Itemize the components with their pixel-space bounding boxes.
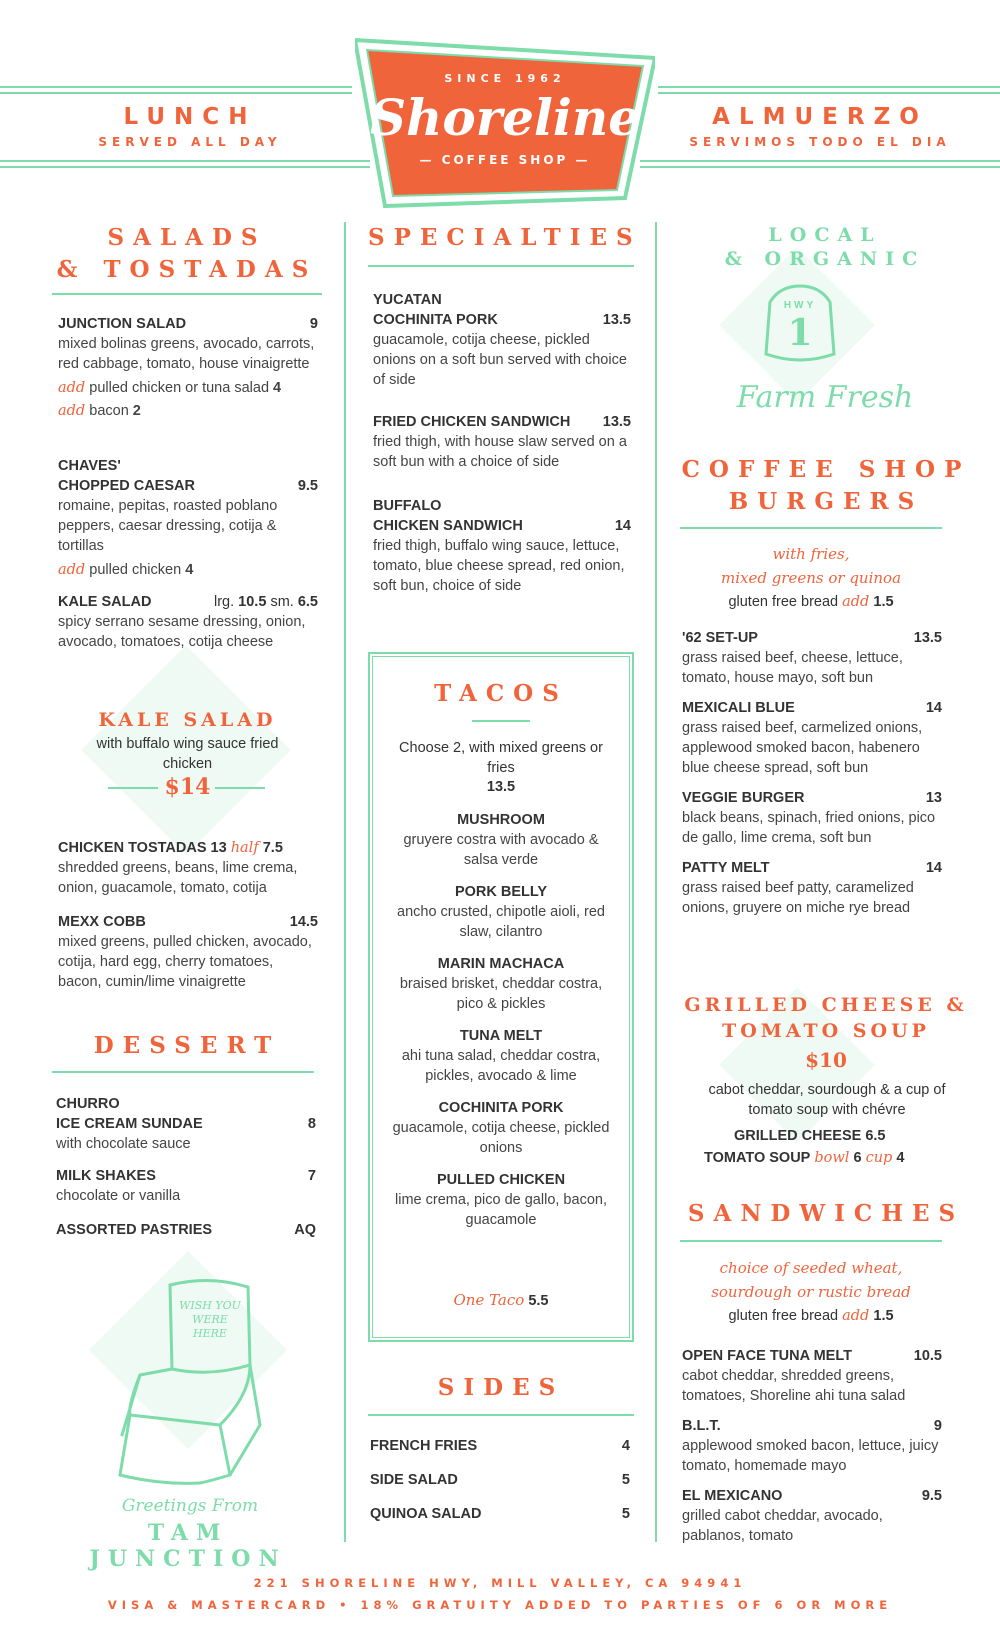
kale-sm-label: sm. [270,594,294,610]
caesar-name-2: CHOPPED CAESAR [58,478,195,494]
gc-name: GRILLED CHEESE [734,1128,862,1144]
tacos-intro: Choose 2, with mixed greens or fries [399,740,603,776]
lunch-title: LUNCH [123,104,257,130]
menu-item-price: 13 [925,790,942,806]
menu-item-desc: grass raised beef patty, caramelized onions, gruyere on miche rye bread [682,880,914,916]
local-title-1: LOCAL [768,224,882,246]
divider-right [655,222,657,1542]
add-price: 4 [185,562,194,578]
taco-item [388,1170,614,1230]
hwy-1-shield-icon [760,282,840,372]
kale-special-price: $14 [164,774,211,800]
menu-item [682,788,942,848]
taco-desc: lime crema, pico de gallo, bacon, guacamole [395,1192,607,1228]
tomato-soup-line [704,1148,944,1168]
menu-item [682,1486,942,1546]
header-rule-right-bottom [640,160,1000,162]
menu-item [682,858,942,918]
kale-lrg-label: lrg. [213,594,235,610]
taco-desc: ancho crusted, chipotle aioli, red slaw, cilantro [397,904,605,940]
grilled-title-2: TOMATO SOUP [722,1020,930,1042]
taco-item [388,882,614,942]
cup-word: cup [865,1150,893,1166]
caesar-name-1: CHAVES' [58,458,121,474]
buffalo-desc: fried thigh, buffalo wing sauce, lettuce, tomato, blue cheese spread, red onion, soft bun, choice of side [373,538,625,594]
kale-salad [58,592,318,652]
side-price: 5 [621,1472,630,1488]
header-rule-right-top [658,86,1000,88]
grilled-title-1: GRILLED CHEESE & [684,994,968,1016]
yucatan-cochinita [373,290,631,390]
side-price: 5 [621,1506,630,1522]
gf-text: gluten free bread [728,1308,839,1324]
caesar-desc: romaine, pepitas, roasted poblano peppers, caesar dressing, cotija & tortillas [58,498,278,554]
gc-price: 6.5 [865,1128,886,1144]
kale-name: KALE SALAD [58,594,152,610]
farm-fresh: Farm Fresh [736,380,914,415]
sandwiches-gf [680,1306,942,1326]
fried-price: 13.5 [602,414,631,430]
chicken-tostadas [58,838,318,898]
yucatan-name-1: YUCATAN [373,292,442,308]
cobb-name: MEXX COBB [58,914,146,930]
yucatan-price: 13.5 [602,312,631,328]
gf-add: add [842,1308,870,1324]
taco-item [388,954,614,1014]
chair-illustration [100,1265,280,1495]
menu-item-price: 14 [925,860,942,876]
menu-item-price: 9 [933,1418,942,1434]
taco-name: COCHINITA PORK [438,1100,564,1116]
menu-item-desc: applewood smoked bacon, lettuce, juicy tomato, homemade mayo [682,1438,939,1474]
header-rule-left-bottom2 [0,166,370,168]
header-rule-left-top [0,86,352,88]
junction-salad-price: 9 [309,316,318,332]
junction-salad [58,314,318,421]
menu-item-name: OPEN FACE TUNA MELT [682,1348,852,1364]
menu-item-price: 9.5 [921,1488,942,1504]
bowl-price: 6 [853,1150,862,1166]
side-name: QUINOA SALAD [370,1506,482,1522]
tostadas-name: CHICKEN TOSTADAS [58,840,207,856]
sandwiches-list [682,1346,942,1556]
salads-title-2: & TOSTADAS [56,256,318,283]
kale-special-title: KALE SALAD [98,709,277,731]
gf-text: gluten free bread [728,594,839,610]
menu-item-price: 10.5 [913,1348,942,1364]
sandwiches-choice-2: sourdough or rustic bread [711,1283,911,1301]
fried-name: FRIED CHICKEN SANDWICH [373,414,571,430]
side-price: 4 [621,1438,630,1454]
junction-salad-desc: mixed bolinas greens, avocado, carrots, red cabbage, tomato, house vinaigrette [58,336,315,372]
burgers-with-2: mixed greens or quinoa [720,569,902,587]
add-word: add [58,403,86,419]
kale-desc: spicy serrano sesame dressing, onion, avocado, tomatoes, cotija cheese [58,614,306,650]
almuerzo-subtitle: SERVIMOS TODO EL DIA [689,135,951,149]
burgers-list [682,628,942,928]
buffalo-chicken-sandwich [373,496,631,596]
menu-item [682,628,942,688]
one-taco-label: One Taco [453,1291,525,1309]
side-item [370,1470,630,1490]
dessert-rule [52,1071,314,1073]
add-word: add [58,380,86,396]
menu-item-name: PATTY MELT [682,860,770,876]
kale-lrg-price: 10.5 [238,594,267,610]
burgers-title-2: BURGERS [728,488,924,515]
tostadas-half-word: half [230,840,259,856]
sandwiches-title: SANDWICHES [687,1200,965,1227]
add-price: 2 [132,403,141,419]
salads-title-1: SALADS [107,224,267,251]
chopped-caesar [58,456,318,580]
footer-policy: VISA & MASTERCARD • 18% GRATUITY ADDED TO PARTIES OF 6 OR MORE [107,1598,893,1612]
taco-name: MARIN MACHACA [437,956,565,972]
taco-item [388,1026,614,1086]
logo-since: SINCE 1962 [444,72,566,85]
menu-item [682,1416,942,1476]
sandwiches-choice-1: choice of seeded wheat, [719,1259,903,1277]
menu-item-desc: grass raised beef, carmelized onions, applewood smoked bacon, habenero blue cheese spread, soft bun [682,720,923,776]
shakes-price: 7 [307,1168,316,1184]
side-item [370,1504,630,1524]
tacos-list [388,810,614,1242]
fried-desc: fried thigh, with house slaw served on a soft bun with a choice of side [373,434,627,470]
menu-item [682,698,942,778]
churro-name-1: CHURRO [56,1096,120,1112]
churro-sundae [56,1094,316,1154]
churro-name-2: ICE CREAM SUNDAE [56,1116,203,1132]
specialties-rule [368,265,634,267]
churro-desc: with chocolate sauce [56,1136,191,1152]
gf-price: 1.5 [873,1308,894,1324]
add-text: bacon [89,403,129,419]
menu-item-name: EL MEXICANO [682,1488,783,1504]
tacos-rule [472,720,530,722]
taco-desc: ahi tuna salad, cheddar costra, pickles, avocado & lime [401,1048,601,1084]
shakes-name: MILK SHAKES [56,1168,156,1184]
kale-special-desc: with buffalo wing sauce fried chicken [96,736,279,772]
chair-text: WISH YOU WERE HERE [179,1299,241,1340]
burgers-title-1: COFFEE SHOP [681,456,971,483]
sides-rule [368,1414,634,1416]
pastries-name: ASSORTED PASTRIES [56,1222,213,1238]
tostadas-desc: shredded greens, beans, lime crema, onion, guacamole, tomato, cotija [58,860,298,896]
menu-item-desc: grilled cabot cheddar, avocado, pablanos, tomato [682,1508,883,1544]
lunch-subtitle: SERVED ALL DAY [98,135,282,149]
hwy-label: HWY [783,300,817,311]
add-price: 4 [273,380,282,396]
cobb-price: 14.5 [289,914,318,930]
grilled-cheese-line [734,1126,914,1146]
menu-item-price: 13.5 [913,630,942,646]
yucatan-name-2: COCHINITA PORK [373,312,498,328]
taco-desc: guacamole, cotija cheese, pickled onions [392,1120,610,1156]
header-rule-left-bottom [0,160,370,162]
cobb-desc: mixed greens, pulled chicken, avocado, cotija, hard egg, cherry tomatoes, bacon, cumin/lime vinaigrette [58,934,312,990]
logo-coffee-shop: — COFFEE SHOP — [419,153,591,167]
header-rule-right-top2 [658,92,1000,94]
menu-item-name: MEXICALI BLUE [682,700,795,716]
taco-desc: gruyere costra with avocado & salsa verde [403,832,599,868]
taco-name: PULLED CHICKEN [436,1172,566,1188]
one-taco [388,1290,614,1311]
divider-left [344,222,346,1542]
salads-rule [52,293,322,295]
grilled-desc: cabot cheddar, sourdough & a cup of tomato soup with chévre [708,1082,946,1118]
menu-item-desc: grass raised beef, cheese, lettuce, tomato, house mayo, soft bun [682,650,903,686]
greetings-from: Greetings From [121,1496,259,1516]
add-text: pulled chicken or tuna salad [89,380,270,396]
sides-list [370,1436,630,1538]
one-taco-price: 5.5 [528,1293,549,1309]
churro-price: 8 [307,1116,316,1132]
caesar-price: 9.5 [297,478,318,494]
yucatan-desc: guacamole, cotija cheese, pickled onions on a soft bun served with choice of side [373,332,627,388]
fried-chicken-sandwich [373,412,631,472]
side-item [370,1436,630,1456]
add-text: pulled chicken [89,562,182,578]
sides-title: SIDES [437,1374,565,1401]
ts-name: TOMATO SOUP [704,1150,811,1166]
menu-item-desc: black beans, spinach, fried onions, pico de gallo, lime crema, soft bun [682,810,936,846]
sandwiches-rule [680,1240,942,1242]
burgers-gf [680,592,942,612]
shakes-desc: chocolate or vanilla [56,1188,181,1204]
gf-add: add [842,594,870,610]
milk-shakes [56,1166,316,1206]
header-rule-right-bottom2 [640,166,1000,168]
tostadas-price: 13 [210,840,227,856]
junction-salad-name: JUNCTION SALAD [58,316,187,332]
menu-item-name: VEGGIE BURGER [682,790,805,806]
cup-price: 4 [896,1150,905,1166]
tacos-intro-price: 13.5 [486,779,516,795]
add-word: add [58,562,86,578]
kale-sm-price: 6.5 [297,594,318,610]
pastries-price: AQ [294,1222,316,1238]
menu-item-name: '62 SET-UP [682,630,758,646]
assorted-pastries [56,1220,316,1240]
side-name: FRENCH FRIES [370,1438,478,1454]
taco-desc: braised brisket, cheddar costra, pico & pickles [399,976,603,1012]
gf-price: 1.5 [873,594,894,610]
logo-name: Shoreline [369,88,641,147]
hwy-number: 1 [787,312,813,354]
shoreline-logo [355,38,655,208]
dessert-title: DESSERT [93,1032,281,1059]
menu-item-name: B.L.T. [682,1418,721,1434]
tam-junction: TAM JUNCTION [89,1520,287,1572]
taco-name: PORK BELLY [454,884,548,900]
menu-item-price: 14 [925,700,942,716]
grilled-price: $10 [805,1048,847,1072]
specialties-title: SPECIALTIES [368,224,642,251]
buffalo-price: 14 [614,518,631,534]
buffalo-name-2: CHICKEN SANDWICH [373,518,523,534]
side-name: SIDE SALAD [370,1472,458,1488]
taco-item [388,810,614,870]
mexx-cobb [58,912,318,992]
footer-address: 221 SHORELINE HWY, MILL VALLEY, CA 94941 [253,1576,747,1590]
tostadas-half-price: 7.5 [262,840,283,856]
menu-item-desc: cabot cheddar, shredded greens, tomatoes, Shoreline ahi tuna salad [682,1368,906,1404]
header-rule-left-top2 [0,92,352,94]
bowl-word: bowl [814,1150,850,1166]
menu-item [682,1346,942,1406]
burgers-with-1: with fries, [772,545,850,563]
local-title-2: & ORGANIC [724,248,926,270]
taco-name: MUSHROOM [457,812,545,828]
buffalo-name-1: BUFFALO [373,498,442,514]
taco-item [388,1098,614,1158]
tacos-title: TACOS [434,680,568,707]
taco-name: TUNA MELT [459,1028,543,1044]
burgers-rule [680,527,942,529]
almuerzo-title: ALMUERZO [712,104,928,130]
